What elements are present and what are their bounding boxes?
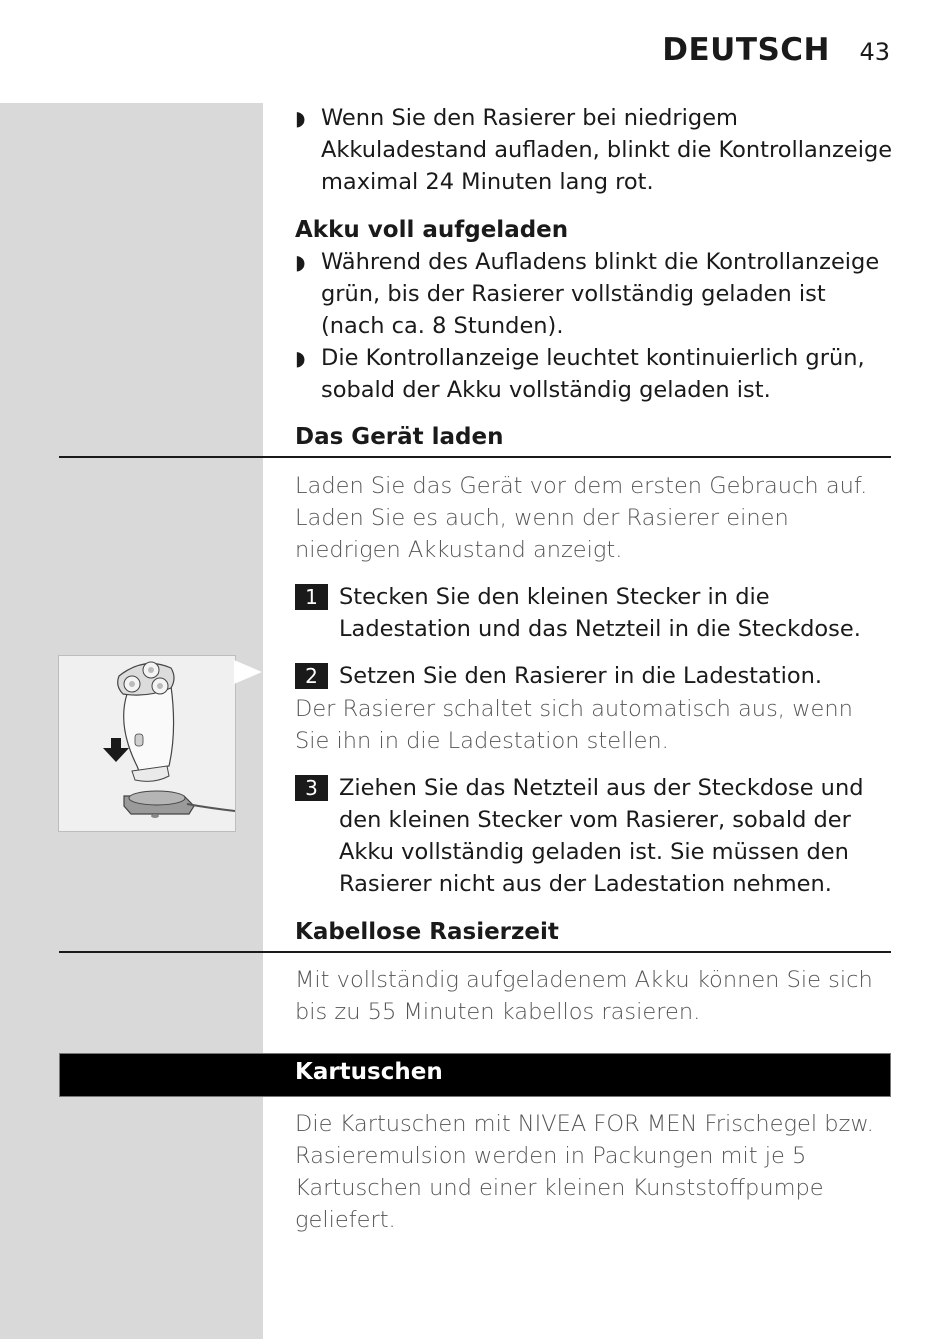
step-number: 2 bbox=[295, 663, 328, 689]
step-number: 3 bbox=[295, 775, 328, 801]
heading-akku-voll: Akku voll aufgeladen bbox=[295, 217, 569, 243]
down-arrow-icon bbox=[103, 738, 129, 762]
step-2-note: Der Rasierer schaltet sich automatisch aus, wenn Sie ihn in die Ladestation stellen. bbox=[295, 696, 853, 754]
section-banner-kartuschen bbox=[59, 1053, 891, 1097]
bullet-item: ◗ Während des Aufladens blinkt die Kontrollanzeige grün, bis der Rasierer vollständig geladen ist (nach ca. 8 Stunden). bbox=[295, 246, 895, 342]
step-number: 1 bbox=[295, 584, 328, 610]
bullet-icon: ◗ bbox=[295, 106, 306, 130]
kabellos-text: Mit vollständig aufgeladenem Akku können Sie sich bis zu 55 Minuten kabellos rasieren. bbox=[295, 967, 873, 1025]
section-divider bbox=[59, 456, 891, 458]
bullet-item: ◗ Die Kontrollanzeige leuchtet kontinuierlich grün, sobald der Akku vollständig geladen ist. bbox=[295, 342, 895, 406]
step-1: 1 Stecken Sie den kleinen Stecker in die Ladestation und das Netzteil in die Steckdose. bbox=[295, 581, 890, 645]
heading-kabellose-rasierzeit: Kabellose Rasierzeit bbox=[295, 919, 559, 945]
bullet-icon: ◗ bbox=[295, 250, 306, 274]
section-divider bbox=[59, 951, 891, 953]
step-2: 2 Setzen Sie den Rasierer in die Ladestation. bbox=[295, 660, 890, 692]
bullet-item: ◗ Wenn Sie den Rasierer bei niedrigem Akkuladestand aufladen, blinkt die Kontrollanzeige maximal 24 Minuten lang rot. bbox=[295, 102, 895, 198]
illustration-pointer bbox=[234, 660, 262, 684]
language-title: DEUTSCH bbox=[662, 32, 830, 68]
bullet-icon: ◗ bbox=[295, 346, 306, 370]
shaver-illustration-svg bbox=[59, 656, 235, 831]
heading-geraet-laden: Das Gerät laden bbox=[295, 424, 504, 450]
page-number: 43 bbox=[859, 38, 890, 66]
step-3: 3 Ziehen Sie das Netzteil aus der Steckdose und den kleinen Stecker vom Rasierer, sobald der Akku vollständig geladen ist. Sie müssen den Rasierer nicht aus der Ladestation nehmen. bbox=[295, 772, 890, 900]
kartuschen-text: Die Kartuschen mit NIVEA FOR MEN Frischegel bzw. Rasieremulsion werden in Packungen mit je 5 Kartuschen und einer kleinen Kunststoffpumpe geliefert. bbox=[295, 1111, 874, 1233]
laden-intro: Laden Sie das Gerät vor dem ersten Gebrauch auf. Laden Sie es auch, wenn der Rasierer einen niedrigen Akkustand anzeigt. bbox=[295, 473, 868, 563]
shaver-charging-illustration bbox=[58, 655, 236, 832]
banner-title: Kartuschen bbox=[295, 1059, 443, 1085]
